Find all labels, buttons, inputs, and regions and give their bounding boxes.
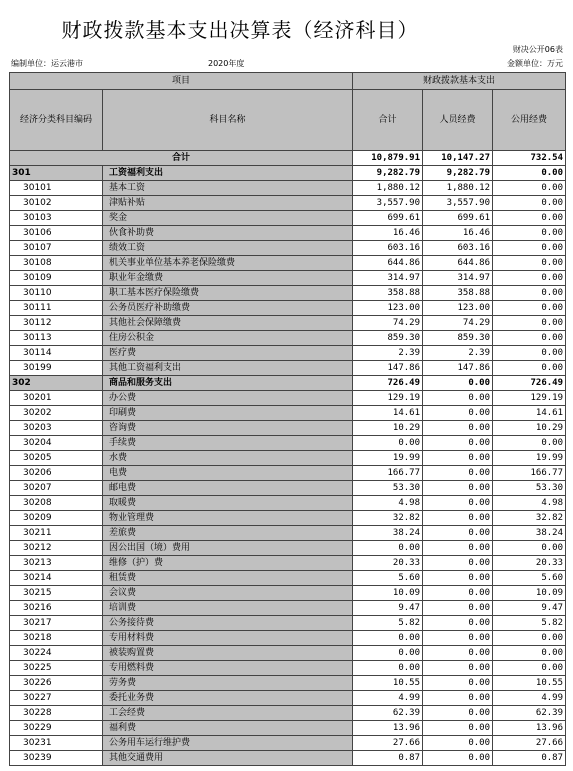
row-total: 10.29 (353, 421, 423, 436)
row-code: 30111 (10, 301, 103, 316)
row-code: 30203 (10, 421, 103, 436)
row-public: 0.00 (493, 196, 566, 211)
row-public: 0.87 (493, 751, 566, 766)
row-code: 30211 (10, 526, 103, 541)
row-personnel: 16.46 (423, 226, 493, 241)
row-total: 699.61 (353, 211, 423, 226)
row-public: 53.30 (493, 481, 566, 496)
row-public: 0.00 (493, 301, 566, 316)
table-row (10, 646, 566, 661)
row-code: 30112 (10, 316, 103, 331)
row-name: 培训费 (103, 601, 353, 616)
row-code: 30227 (10, 691, 103, 706)
row-name: 租赁费 (103, 571, 353, 586)
row-public: 0.00 (493, 316, 566, 331)
row-public: 19.99 (493, 451, 566, 466)
table-row (10, 751, 566, 766)
row-total: 38.24 (353, 526, 423, 541)
row-public: 0.00 (493, 331, 566, 346)
row-total: 53.30 (353, 481, 423, 496)
row-name: 水费 (103, 451, 353, 466)
budget-table (9, 72, 566, 766)
row-public: 4.98 (493, 496, 566, 511)
row-name: 邮电费 (103, 481, 353, 496)
table-row (10, 481, 566, 496)
row-code: 30101 (10, 181, 103, 196)
row-name: 医疗费 (103, 346, 353, 361)
row-personnel: 147.86 (423, 361, 493, 376)
row-personnel: 9,282.79 (423, 166, 493, 181)
row-total: 129.19 (353, 391, 423, 406)
row-public: 32.82 (493, 511, 566, 526)
row-name: 办公费 (103, 391, 353, 406)
table-row (10, 556, 566, 571)
table-row (10, 706, 566, 721)
table-row (10, 616, 566, 631)
header-row-1 (10, 73, 566, 90)
row-personnel: 0.00 (423, 736, 493, 751)
col-name-header: 科目名称 (103, 90, 353, 151)
row-name: 工会经费 (103, 706, 353, 721)
row-code: 30209 (10, 511, 103, 526)
row-code: 30110 (10, 286, 103, 301)
row-personnel: 0.00 (423, 451, 493, 466)
row-code: 30229 (10, 721, 103, 736)
row-personnel: 74.29 (423, 316, 493, 331)
row-name: 取暖费 (103, 496, 353, 511)
row-public: 62.39 (493, 706, 566, 721)
row-name: 公务接待费 (103, 616, 353, 631)
row-name: 物业管理费 (103, 511, 353, 526)
row-total: 314.97 (353, 271, 423, 286)
row-name: 福利费 (103, 721, 353, 736)
table-row (10, 571, 566, 586)
row-total: 726.49 (353, 376, 423, 391)
row-public: 27.66 (493, 736, 566, 751)
row-total: 166.77 (353, 466, 423, 481)
row-total: 4.99 (353, 691, 423, 706)
row-code: 30109 (10, 271, 103, 286)
row-name: 因公出国（境）费用 (103, 541, 353, 556)
row-personnel: 859.30 (423, 331, 493, 346)
row-name: 手续费 (103, 436, 353, 451)
row-personnel: 0.00 (423, 481, 493, 496)
row-total: 123.00 (353, 301, 423, 316)
row-total: 27.66 (353, 736, 423, 751)
row-public: 5.60 (493, 571, 566, 586)
row-public: 0.00 (493, 361, 566, 376)
table-body (10, 73, 566, 766)
row-public: 20.33 (493, 556, 566, 571)
row-code: 30206 (10, 466, 103, 481)
row-personnel: 0.00 (423, 376, 493, 391)
row-code: 30103 (10, 211, 103, 226)
table-row (10, 346, 566, 361)
row-name: 专用燃料费 (103, 661, 353, 676)
row-public: 10.29 (493, 421, 566, 436)
row-name: 机关事业单位基本养老保险缴费 (103, 256, 353, 271)
row-code: 30207 (10, 481, 103, 496)
row-personnel: 0.00 (423, 436, 493, 451)
row-personnel: 0.00 (423, 526, 493, 541)
row-total: 0.00 (353, 646, 423, 661)
row-personnel: 0.00 (423, 586, 493, 601)
row-name: 工资福利支出 (103, 166, 353, 181)
row-total: 16.46 (353, 226, 423, 241)
row-public: 129.19 (493, 391, 566, 406)
row-public: 0.00 (493, 241, 566, 256)
row-code: 30114 (10, 346, 103, 361)
row-public: 14.61 (493, 406, 566, 421)
row-public: 0.00 (493, 256, 566, 271)
row-name: 商品和服务支出 (103, 376, 353, 391)
row-public: 9.47 (493, 601, 566, 616)
row-total: 2.39 (353, 346, 423, 361)
row-total: 9.47 (353, 601, 423, 616)
total-row (10, 151, 566, 166)
row-personnel: 0.00 (423, 676, 493, 691)
table-row (10, 466, 566, 481)
row-code: 30213 (10, 556, 103, 571)
row-total: 147.86 (353, 361, 423, 376)
table-row (10, 541, 566, 556)
table-row (10, 391, 566, 406)
row-total: 32.82 (353, 511, 423, 526)
row-public: 0.00 (493, 286, 566, 301)
row-code: 301 (10, 166, 103, 181)
row-public: 0.00 (493, 271, 566, 286)
row-total: 19.99 (353, 451, 423, 466)
row-code: 30218 (10, 631, 103, 646)
row-name: 住房公积金 (103, 331, 353, 346)
table-row (10, 196, 566, 211)
row-personnel: 603.16 (423, 241, 493, 256)
row-personnel: 0.00 (423, 706, 493, 721)
row-code: 30228 (10, 706, 103, 721)
row-public: 0.00 (493, 646, 566, 661)
row-name: 绩效工资 (103, 241, 353, 256)
row-personnel: 314.97 (423, 271, 493, 286)
row-code: 302 (10, 376, 103, 391)
table-row (10, 181, 566, 196)
col-funding-header: 财政拨款基本支出 (353, 73, 566, 90)
form-code: 财决公开06表 (512, 45, 563, 54)
row-personnel: 699.61 (423, 211, 493, 226)
total-public: 732.54 (493, 151, 566, 166)
row-personnel: 3,557.90 (423, 196, 493, 211)
row-name: 印刷费 (103, 406, 353, 421)
row-total: 603.16 (353, 241, 423, 256)
table-row (10, 331, 566, 346)
table-row (10, 721, 566, 736)
row-total: 14.61 (353, 406, 423, 421)
row-personnel: 123.00 (423, 301, 493, 316)
table-row (10, 226, 566, 241)
row-personnel: 0.00 (423, 751, 493, 766)
row-name: 职业年金缴费 (103, 271, 353, 286)
row-public: 0.00 (493, 226, 566, 241)
row-total: 0.87 (353, 751, 423, 766)
row-code: 30202 (10, 406, 103, 421)
table-row (10, 241, 566, 256)
row-code: 30214 (10, 571, 103, 586)
table-row (10, 271, 566, 286)
table-row (10, 211, 566, 226)
row-total: 74.29 (353, 316, 423, 331)
table-row (10, 451, 566, 466)
row-personnel: 0.00 (423, 631, 493, 646)
row-public: 0.00 (493, 436, 566, 451)
row-total: 644.86 (353, 256, 423, 271)
row-personnel: 0.00 (423, 466, 493, 481)
row-code: 30215 (10, 586, 103, 601)
table-row (10, 166, 566, 181)
row-total: 5.60 (353, 571, 423, 586)
row-public: 0.00 (493, 631, 566, 646)
row-code: 30204 (10, 436, 103, 451)
col-project-header: 项目 (10, 73, 353, 90)
row-code: 30108 (10, 256, 103, 271)
org-label: 编制单位：运云港市 (11, 59, 83, 68)
row-personnel: 0.00 (423, 691, 493, 706)
row-code: 30113 (10, 331, 103, 346)
table-row (10, 601, 566, 616)
col-public-header: 公用经费 (493, 90, 566, 151)
row-name: 被装购置费 (103, 646, 353, 661)
col-total-header: 合计 (353, 90, 423, 151)
row-public: 726.49 (493, 376, 566, 391)
row-code: 30205 (10, 451, 103, 466)
table-row (10, 586, 566, 601)
table-row (10, 361, 566, 376)
col-personnel-header: 人员经费 (423, 90, 493, 151)
row-personnel: 0.00 (423, 646, 493, 661)
row-total: 4.98 (353, 496, 423, 511)
row-public: 10.09 (493, 586, 566, 601)
row-personnel: 0.00 (423, 391, 493, 406)
row-public: 0.00 (493, 661, 566, 676)
row-total: 10.55 (353, 676, 423, 691)
table-row (10, 691, 566, 706)
table-row (10, 406, 566, 421)
row-name: 津贴补贴 (103, 196, 353, 211)
row-total: 859.30 (353, 331, 423, 346)
table-row (10, 661, 566, 676)
row-personnel: 0.00 (423, 511, 493, 526)
table-row (10, 676, 566, 691)
row-name: 会议费 (103, 586, 353, 601)
row-public: 0.00 (493, 166, 566, 181)
row-code: 30106 (10, 226, 103, 241)
row-name: 维修（护）费 (103, 556, 353, 571)
table-row (10, 256, 566, 271)
row-personnel: 358.88 (423, 286, 493, 301)
row-code: 30239 (10, 751, 103, 766)
table-row (10, 736, 566, 751)
table-row (10, 301, 566, 316)
row-public: 38.24 (493, 526, 566, 541)
row-personnel: 644.86 (423, 256, 493, 271)
row-code: 30231 (10, 736, 103, 751)
header-row-2 (10, 90, 566, 151)
row-total: 0.00 (353, 541, 423, 556)
row-personnel: 0.00 (423, 661, 493, 676)
year-label: 2020年度 (208, 59, 245, 68)
row-name: 其他工资福利支出 (103, 361, 353, 376)
row-name: 基本工资 (103, 181, 353, 196)
row-code: 30199 (10, 361, 103, 376)
row-name: 委托业务费 (103, 691, 353, 706)
row-name: 公务员医疗补助缴费 (103, 301, 353, 316)
table-row (10, 526, 566, 541)
row-personnel: 0.00 (423, 571, 493, 586)
row-total: 9,282.79 (353, 166, 423, 181)
row-total: 13.96 (353, 721, 423, 736)
row-personnel: 0.00 (423, 556, 493, 571)
row-public: 166.77 (493, 466, 566, 481)
row-personnel: 0.00 (423, 616, 493, 631)
row-name: 伙食补助费 (103, 226, 353, 241)
table-row (10, 376, 566, 391)
total-label: 合计 (10, 151, 353, 166)
table-row (10, 421, 566, 436)
table-row (10, 496, 566, 511)
row-total: 0.00 (353, 631, 423, 646)
row-code: 30217 (10, 616, 103, 631)
row-total: 0.00 (353, 436, 423, 451)
row-name: 劳务费 (103, 676, 353, 691)
col-code-header: 经济分类科目编码 (10, 90, 103, 151)
row-public: 0.00 (493, 541, 566, 556)
row-code: 30102 (10, 196, 103, 211)
row-code: 30201 (10, 391, 103, 406)
row-code: 30225 (10, 661, 103, 676)
row-code: 30216 (10, 601, 103, 616)
row-name: 专用材料费 (103, 631, 353, 646)
row-personnel: 2.39 (423, 346, 493, 361)
page-title: 财政拨款基本支出决算表（经济科目） (61, 18, 419, 42)
row-personnel: 0.00 (423, 421, 493, 436)
row-code: 30226 (10, 676, 103, 691)
row-code: 30212 (10, 541, 103, 556)
row-name: 咨询费 (103, 421, 353, 436)
table-row (10, 436, 566, 451)
row-total: 62.39 (353, 706, 423, 721)
row-total: 358.88 (353, 286, 423, 301)
row-public: 5.82 (493, 616, 566, 631)
row-total: 3,557.90 (353, 196, 423, 211)
row-total: 1,880.12 (353, 181, 423, 196)
total-personnel: 10,147.27 (423, 151, 493, 166)
row-public: 13.96 (493, 721, 566, 736)
unit-label: 金额单位：万元 (507, 59, 563, 68)
row-name: 公务用车运行维护费 (103, 736, 353, 751)
row-code: 30107 (10, 241, 103, 256)
row-name: 其他社会保障缴费 (103, 316, 353, 331)
row-personnel: 0.00 (423, 601, 493, 616)
row-public: 4.99 (493, 691, 566, 706)
row-public: 0.00 (493, 181, 566, 196)
row-name: 奖金 (103, 211, 353, 226)
row-name: 其他交通费用 (103, 751, 353, 766)
row-personnel: 1,880.12 (423, 181, 493, 196)
row-total: 10.09 (353, 586, 423, 601)
row-name: 差旅费 (103, 526, 353, 541)
table-row (10, 511, 566, 526)
row-personnel: 0.00 (423, 406, 493, 421)
row-code: 30208 (10, 496, 103, 511)
row-personnel: 0.00 (423, 541, 493, 556)
row-public: 0.00 (493, 346, 566, 361)
row-personnel: 0.00 (423, 721, 493, 736)
table-row (10, 316, 566, 331)
total-total: 10,879.91 (353, 151, 423, 166)
row-total: 20.33 (353, 556, 423, 571)
row-personnel: 0.00 (423, 496, 493, 511)
table-row (10, 631, 566, 646)
row-total: 0.00 (353, 661, 423, 676)
table-row (10, 286, 566, 301)
row-name: 职工基本医疗保险缴费 (103, 286, 353, 301)
row-code: 30224 (10, 646, 103, 661)
row-name: 电费 (103, 466, 353, 481)
row-public: 10.55 (493, 676, 566, 691)
row-public: 0.00 (493, 211, 566, 226)
row-total: 5.82 (353, 616, 423, 631)
